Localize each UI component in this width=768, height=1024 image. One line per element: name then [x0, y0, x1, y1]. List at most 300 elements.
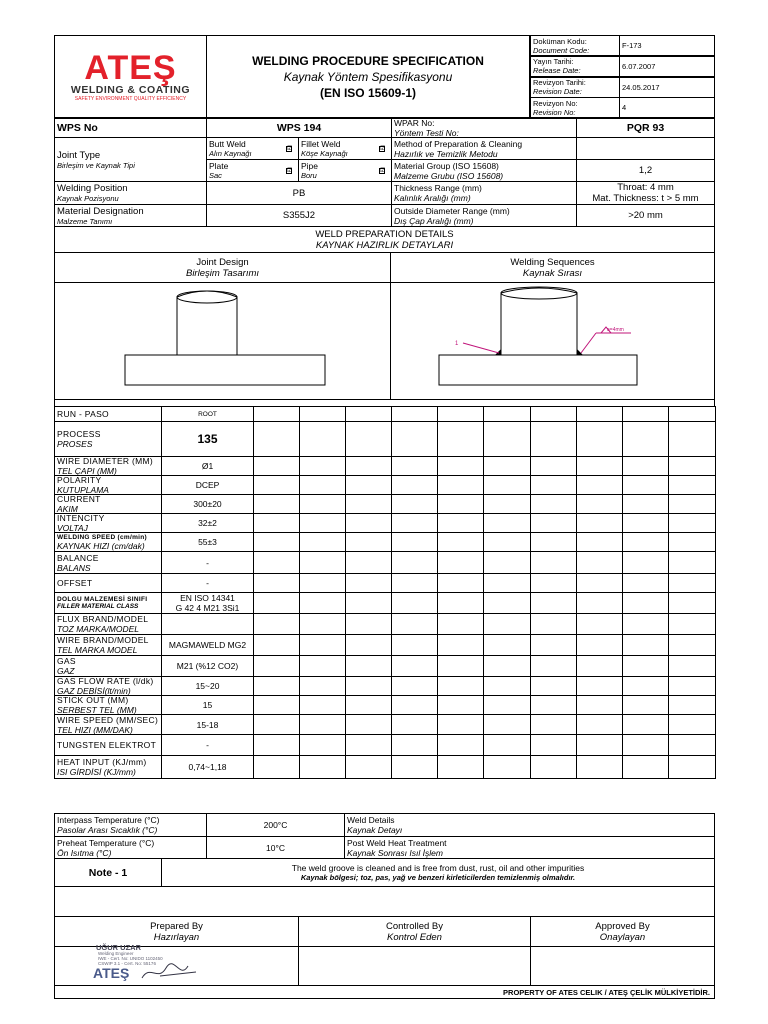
param-empty: [299, 695, 346, 715]
mat-value: S355J2: [282, 210, 316, 221]
param-value: [161, 695, 254, 715]
param-en: OFFSET: [57, 578, 93, 588]
thickness-value: [576, 181, 715, 205]
param-empty: [576, 676, 623, 696]
param-empty: [253, 734, 300, 756]
logo-main: ATEŞ: [84, 48, 177, 87]
interpass: [54, 813, 207, 837]
param-empty: [530, 406, 577, 422]
plate-tr: Sac: [209, 171, 222, 180]
title-cell: [206, 35, 530, 118]
param-en: DOLGU MALZEMESİ SINIFI: [57, 596, 148, 603]
preheat: [54, 836, 207, 859]
wd-en: Weld Details: [347, 815, 395, 825]
param-empty: [622, 406, 669, 422]
param-empty: [530, 551, 577, 574]
param-value-text: -: [206, 557, 209, 568]
param-empty: [345, 634, 392, 656]
meta-tr: Document Code:: [533, 45, 590, 55]
param-empty: [668, 494, 716, 514]
param-value-text: 300±20: [193, 499, 222, 509]
sig-box-controlled: [298, 946, 531, 986]
param-empty: [437, 695, 484, 715]
butt-weld-tr: Alın Kaynağı: [209, 149, 252, 158]
param-empty: [622, 592, 669, 614]
meta-en: Revizyon No:: [533, 98, 578, 108]
param-empty: [437, 421, 484, 457]
param-empty: [437, 475, 484, 495]
param-empty: [576, 456, 623, 476]
param-empty: [253, 513, 300, 533]
wps-label-text: WPS No: [57, 122, 98, 134]
param-label: [54, 734, 162, 756]
thickness: [391, 181, 577, 205]
param-empty: [299, 613, 346, 635]
param-empty: [253, 755, 300, 779]
param-empty: [437, 655, 484, 677]
sig-head-controlled: [298, 916, 531, 947]
param-empty: [576, 513, 623, 533]
param-value-text: 55±3: [198, 537, 217, 547]
param-empty: [530, 456, 577, 476]
param-label: [54, 551, 162, 574]
joint-type-en: Joint Type: [57, 149, 101, 161]
param-empty: [345, 655, 392, 677]
param-empty: [391, 734, 438, 756]
callout-size: a=4mm: [607, 327, 624, 333]
param-value: [161, 406, 254, 422]
param-label: [54, 573, 162, 593]
param-tr: GAZ DEBİSİ(lt/min): [57, 686, 131, 696]
param-empty: [299, 592, 346, 614]
param-empty: [530, 421, 577, 457]
param-empty: [437, 613, 484, 635]
group-en: Material Group (ISO 15608): [394, 160, 499, 171]
group-tr: Malzeme Grubu (ISO 15608): [394, 170, 504, 181]
approved-tr: Onaylayan: [599, 931, 646, 943]
group-value: 1,2: [638, 165, 653, 176]
meta-en: Yayın Tarihi:: [533, 57, 574, 67]
pos-tr: Kaynak Pozisyonu: [57, 194, 119, 203]
param-empty: [391, 613, 438, 635]
param-empty: [299, 494, 346, 514]
param-value-text: 15-18: [196, 719, 219, 730]
param-en: GAS FLOW RATE (l/dk): [57, 676, 154, 686]
stamp-title: Welding Engineer: [98, 951, 134, 956]
title-tr: Kaynak Yöntem Spesifikasyonu: [283, 69, 453, 84]
pwht-en: Post Weld Heat Treatment: [347, 837, 447, 848]
param-tr: KAYNAK HIZI (cm/dak): [57, 540, 145, 551]
param-empty: [299, 551, 346, 574]
param-empty: [299, 475, 346, 495]
param-value: [161, 573, 254, 593]
param-label: [54, 695, 162, 715]
param-empty: [668, 634, 716, 656]
param-empty: [391, 573, 438, 593]
param-empty: [530, 714, 577, 735]
meta-label: [530, 77, 620, 98]
prepared-tr: Hazırlayan: [153, 931, 200, 943]
param-empty: [576, 734, 623, 756]
meta-value: [619, 97, 715, 118]
stamp-line2: CSWIP 3.1 - Cert. No: 55176: [98, 961, 156, 966]
pqr-value: PQR 93: [626, 122, 665, 134]
param-value: [161, 475, 254, 495]
meta-value: [619, 35, 715, 56]
wd-tr: Kaynak Detayı: [347, 825, 403, 835]
param-value-text: Ø1: [201, 461, 214, 471]
param-empty: [253, 551, 300, 574]
meta-value-text: 24.05.2017: [622, 82, 660, 92]
param-empty: [483, 695, 531, 715]
param-empty: [299, 755, 346, 779]
prep-tr: Hazırlık ve Temizlik Metodu: [394, 148, 498, 159]
pipe: [298, 159, 392, 182]
param-empty: [437, 406, 484, 422]
param-empty: [391, 456, 438, 476]
param-empty: [576, 421, 623, 457]
param-tr: PROSES: [57, 439, 93, 449]
param-tr: KUTUPLAMA: [57, 485, 109, 495]
param-en: WIRE BRAND/MODEL: [57, 635, 149, 645]
param-tr: GAZ: [57, 666, 75, 676]
param-empty: [668, 456, 716, 476]
pos-value: PB: [292, 187, 306, 199]
wpar: [391, 118, 577, 138]
param-en: WELDING SPEED (cm/min): [57, 533, 148, 541]
param-value-text: ROOT: [198, 410, 217, 418]
param-empty: [530, 676, 577, 696]
meta-value-text: 6.07.2007: [622, 61, 656, 71]
param-value: [161, 532, 254, 552]
param-empty: [391, 513, 438, 533]
param-empty: [483, 734, 531, 756]
interpass-tr: Pasolar Arası Sıcaklık (°C): [57, 825, 158, 835]
welding-seq-drawing: [390, 282, 715, 400]
param-empty: [622, 551, 669, 574]
param-empty: [530, 695, 577, 715]
param-empty: [345, 755, 392, 779]
param-label: [54, 532, 162, 552]
param-en: TUNGSTEN ELEKTROT: [57, 740, 157, 750]
param-empty: [668, 655, 716, 677]
prepared-en: Prepared By: [150, 920, 203, 932]
butt-weld-en: Butt Weld: [209, 139, 246, 149]
note-label: [54, 858, 162, 887]
prep-en: Method of Preparation & Cleaning: [394, 138, 523, 149]
param-empty: [253, 613, 300, 635]
param-empty: [668, 406, 716, 422]
param-tr: TOZ MARKA/MODEL: [57, 624, 140, 634]
param-empty: [345, 475, 392, 495]
param-tr: AKIM: [57, 504, 78, 514]
welding-seq-head: [390, 252, 715, 283]
param-empty: [530, 494, 577, 514]
param-label: [54, 513, 162, 533]
param-empty: [622, 734, 669, 756]
param-label: [54, 613, 162, 635]
param-empty: [622, 755, 669, 779]
param-empty: [622, 714, 669, 735]
material-value: [206, 204, 392, 227]
wps-value-text: WPS 194: [276, 122, 322, 134]
param-empty: [253, 532, 300, 552]
param-empty: [391, 475, 438, 495]
sig-head-prepared: [54, 916, 299, 947]
meta-en: Revizyon Tarihi:: [533, 78, 586, 87]
param-empty: [253, 676, 300, 696]
param-value: [161, 613, 254, 635]
param-empty: [391, 655, 438, 677]
wps-label: [54, 118, 207, 138]
param-empty: [437, 634, 484, 656]
od-tr: Dış Çap Aralığı (mm): [394, 215, 474, 226]
param-value-text: EN ISO 14341: [180, 593, 235, 603]
mat-en: Material Designation: [57, 205, 144, 217]
param-empty: [345, 456, 392, 476]
standard: (EN ISO 15609-1): [319, 85, 417, 100]
pwht: [344, 836, 715, 859]
param-empty: [345, 551, 392, 574]
param-empty: [530, 634, 577, 656]
param-label: [54, 714, 162, 735]
param-value-text: 0,74~1,18: [188, 762, 227, 772]
param-empty: [253, 592, 300, 614]
param-empty: [576, 406, 623, 422]
param-empty: [437, 734, 484, 756]
param-empty: [437, 551, 484, 574]
note-empty: [54, 886, 715, 917]
footer-text: PROPERTY OF ATES CELIK / ATEŞ ÇELİK MÜLKİYETİDİR.: [503, 988, 710, 997]
param-empty: [299, 734, 346, 756]
joint-type: [54, 137, 207, 182]
pipe-en: Pipe: [301, 161, 319, 171]
param-empty: [483, 532, 531, 552]
param-value-text: MAGMAWELD MG2: [168, 640, 247, 650]
param-empty: [299, 456, 346, 476]
param-value-text: 32±2: [198, 518, 217, 528]
param-empty: [437, 513, 484, 533]
param-empty: [668, 592, 716, 614]
joint-type-tr: Birleşim ve Kaynak Tipi: [57, 160, 135, 170]
param-en: HEAT INPUT (KJ/mm): [57, 757, 147, 767]
logo-sub: WELDING & COATING: [70, 83, 191, 96]
param-value: [161, 714, 254, 735]
param-empty: [483, 456, 531, 476]
stamp-name: UĞUR UZAR: [96, 943, 141, 952]
param-empty: [483, 475, 531, 495]
thick-v2: Mat. Thickness: t > 5 mm: [592, 193, 699, 204]
param-empty: [576, 592, 623, 614]
welding-position: [54, 181, 207, 205]
param-empty: [253, 634, 300, 656]
meta-value-text: 4: [622, 103, 627, 113]
param-empty: [345, 714, 392, 735]
controlled-tr: Kontrol Eden: [387, 931, 442, 943]
pipe-tr: Boru: [301, 171, 317, 180]
param-en: STICK OUT (MM): [57, 695, 129, 705]
prep-title-en: WELD PREPARATION DETAILS: [315, 228, 454, 240]
joint-tr: Birleşim Tasarımı: [185, 267, 260, 279]
param-tr: ISI GİRDİSİ (KJ/mm): [57, 767, 136, 777]
thick-tr: Kalınlık Aralığı (mm): [394, 193, 471, 203]
param-en: GAS: [57, 656, 76, 666]
param-tr: SERBEST TEL (MM): [57, 705, 137, 715]
param-value: [161, 655, 254, 677]
param-empty: [668, 573, 716, 593]
signature: [140, 958, 200, 986]
pwht-tr: Kaynak Sonrası Isıl İşlem: [347, 847, 443, 858]
param-empty: [668, 714, 716, 735]
param-empty: [437, 456, 484, 476]
param-empty: [391, 421, 438, 457]
outside-diameter: [391, 204, 577, 227]
param-value: [161, 421, 254, 457]
param-empty: [622, 655, 669, 677]
param-en: WIRE SPEED (MM/SEC): [57, 714, 159, 725]
param-empty: [299, 406, 346, 422]
param-empty: [483, 513, 531, 533]
sig-head-approved: [530, 916, 715, 947]
param-empty: [253, 456, 300, 476]
param-empty: [345, 734, 392, 756]
butt-weld: [206, 137, 299, 160]
param-empty: [530, 573, 577, 593]
meta-value-text: F-173: [622, 41, 642, 50]
param-en: FLUX BRAND/MODEL: [57, 614, 149, 624]
param-empty: [253, 714, 300, 735]
checkbox[interactable]: ☑: [287, 168, 293, 174]
interpass-value: [206, 813, 345, 837]
wps-value: [206, 118, 392, 138]
param-empty: [576, 475, 623, 495]
param-value: [161, 734, 254, 756]
param-empty: [483, 714, 531, 735]
prep-value: [576, 137, 715, 160]
param-value-text: 135: [197, 432, 218, 446]
param-empty: [345, 592, 392, 614]
param-empty: [622, 676, 669, 696]
param-empty: [299, 532, 346, 552]
note-en: The weld groove is cleaned and is free from dust, rust, oil and other impurities: [291, 863, 585, 873]
param-tr: TEL MARKA MODEL: [57, 645, 138, 655]
param-empty: [622, 532, 669, 552]
param-empty: [483, 676, 531, 696]
param-empty: [253, 494, 300, 514]
checkbox[interactable]: ☑: [380, 168, 386, 174]
param-value: [161, 551, 254, 574]
param-empty: [299, 513, 346, 533]
param-tr: TEL ÇAPI (MM): [57, 466, 117, 476]
interpass-en: Interpass Temperature (°C): [57, 815, 160, 825]
param-empty: [530, 613, 577, 635]
checkbox[interactable]: ☑: [287, 146, 293, 152]
param-empty: [345, 676, 392, 696]
param-empty: [483, 494, 531, 514]
param-label: [54, 676, 162, 696]
param-empty: [483, 573, 531, 593]
plate-en: Plate: [209, 161, 229, 171]
param-empty: [299, 421, 346, 457]
param-empty: [483, 421, 531, 457]
param-empty: [391, 406, 438, 422]
param-value-text: DCEP: [195, 480, 220, 490]
pos-en: Welding Position: [57, 183, 128, 194]
pqr: [576, 118, 715, 138]
param-value: [161, 513, 254, 533]
preheat-value: [206, 836, 345, 859]
param-empty: [483, 634, 531, 656]
param-empty: [345, 406, 392, 422]
param-empty: [437, 592, 484, 614]
param-empty: [576, 695, 623, 715]
param-empty: [530, 513, 577, 533]
param-empty: [299, 655, 346, 677]
param-empty: [530, 592, 577, 614]
param-value-text: -: [206, 578, 209, 588]
param-empty: [437, 755, 484, 779]
prep-details-title: [54, 226, 715, 253]
wpar-tr: Yöntem Testi No:: [394, 128, 459, 138]
stamp-line1: IWE - Cert. No: UNIDO 1102450: [98, 956, 163, 961]
param-empty: [668, 695, 716, 715]
param-empty: [483, 592, 531, 614]
joint-drawing-svg: [55, 283, 390, 399]
param-label: [54, 755, 162, 779]
param-empty: [530, 734, 577, 756]
sig-box-approved: [530, 946, 715, 986]
param-empty: [345, 532, 392, 552]
param-empty: [391, 494, 438, 514]
param-empty: [391, 714, 438, 735]
meta-label: [530, 56, 620, 77]
param-empty: [391, 551, 438, 574]
param-empty: [483, 406, 531, 422]
param-empty: [668, 755, 716, 779]
param-empty: [576, 613, 623, 635]
param-empty: [391, 634, 438, 656]
param-empty: [391, 532, 438, 552]
note-text: [161, 858, 715, 887]
param-empty: [576, 573, 623, 593]
param-empty: [437, 573, 484, 593]
param-empty: [345, 421, 392, 457]
param-label: [54, 421, 162, 457]
od-en: Outside Diameter Range (mm): [394, 205, 510, 216]
param-empty: [622, 421, 669, 457]
meta-en: Doküman Kodu:: [533, 36, 587, 46]
controlled-en: Controlled By: [385, 920, 444, 932]
param-empty: [622, 573, 669, 593]
param-empty: [253, 655, 300, 677]
param-empty: [622, 513, 669, 533]
prep-title-tr: KAYNAK HAZIRLIK DETAYLARI: [315, 239, 454, 251]
param-value: [161, 494, 254, 514]
param-empty: [345, 513, 392, 533]
param-empty: [437, 676, 484, 696]
param-empty: [253, 695, 300, 715]
param-empty: [668, 613, 716, 635]
checkbox[interactable]: ☑: [380, 146, 386, 152]
param-empty: [253, 573, 300, 593]
meta-tr: Revision No:: [533, 107, 576, 117]
param-empty: [345, 494, 392, 514]
param-empty: [391, 592, 438, 614]
thick-v1: Throat: 4 mm: [617, 182, 674, 193]
param-empty: [437, 494, 484, 514]
prep-method: [391, 137, 577, 160]
param-empty: [668, 513, 716, 533]
